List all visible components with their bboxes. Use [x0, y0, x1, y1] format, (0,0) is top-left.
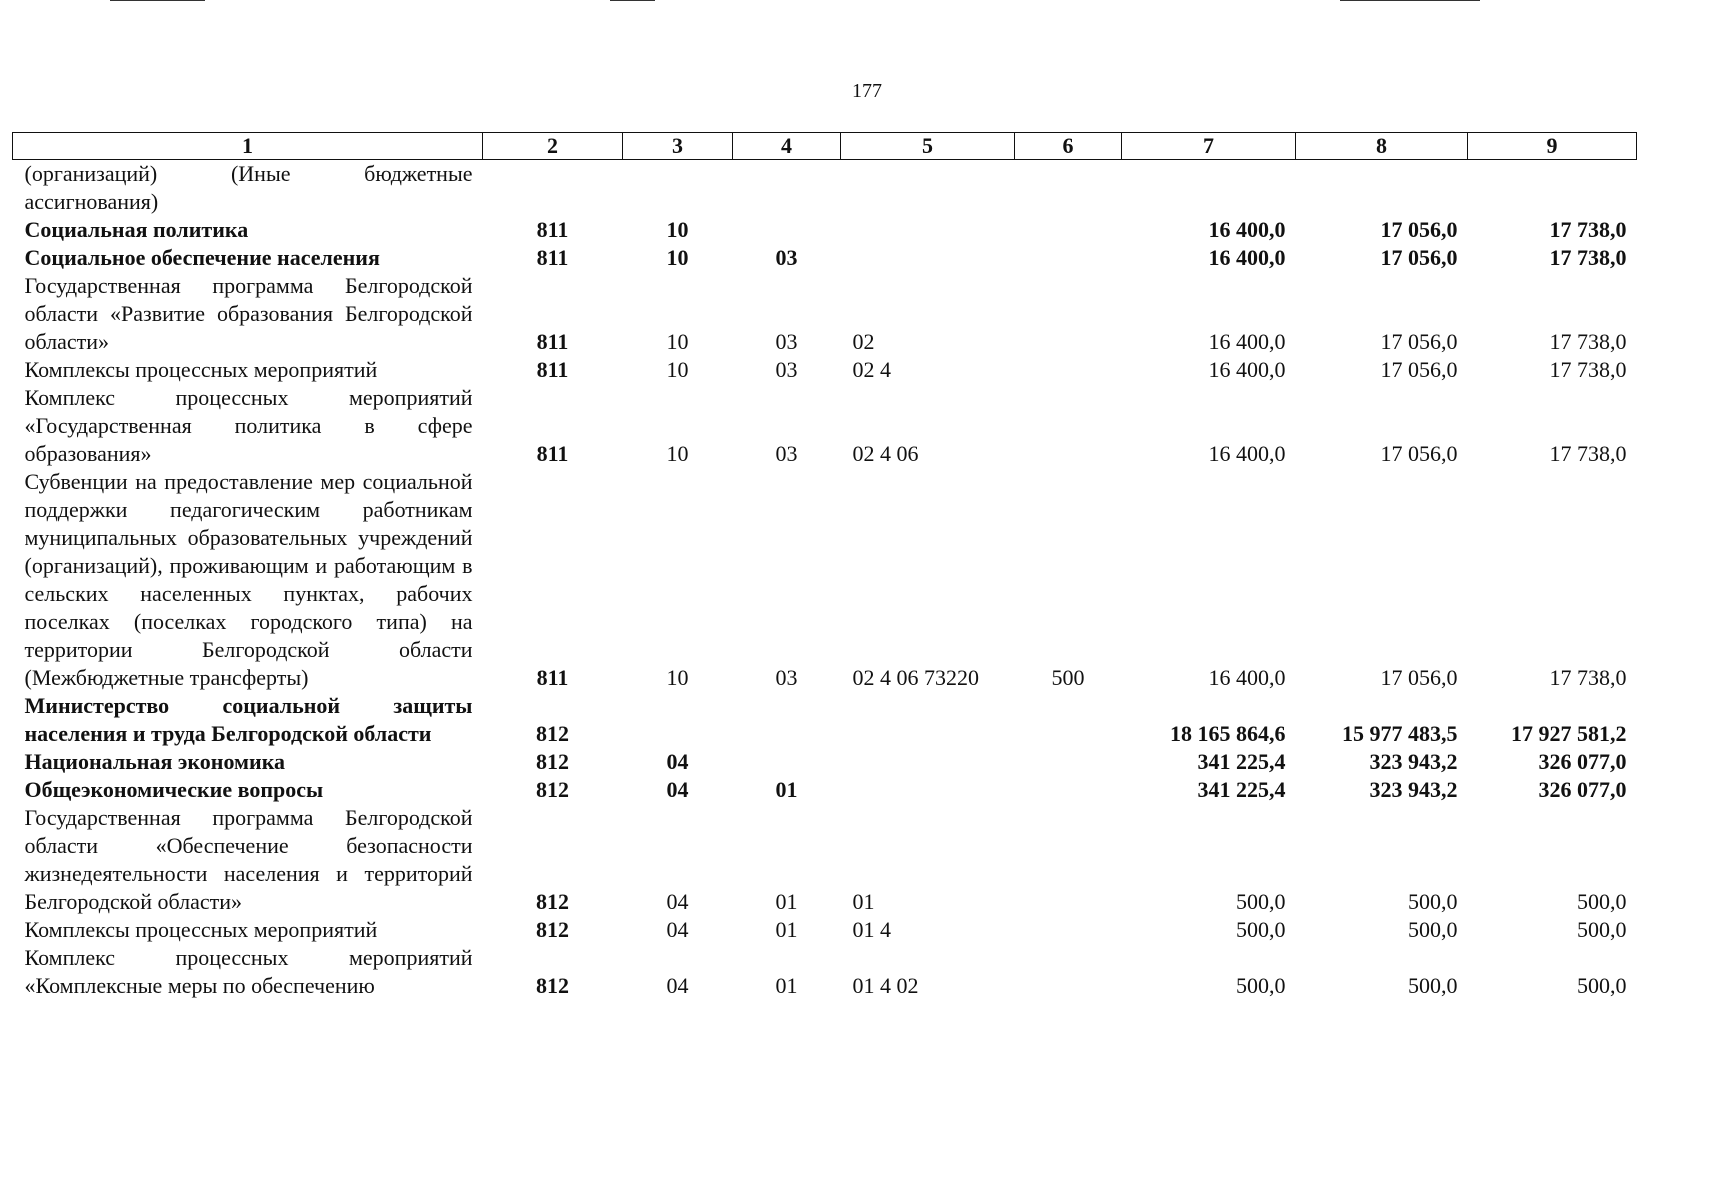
amount-col9-cell: 500,0	[1577, 917, 1627, 942]
expense-type-cell	[1015, 692, 1122, 748]
amount-col8-cell: 323 943,2	[1369, 777, 1458, 802]
budget-table	[12, 132, 1637, 1000]
target-article-cell: 01	[852, 889, 875, 914]
ministry-code-cell	[483, 160, 623, 217]
top-edge-line	[1340, 0, 1480, 1]
subsection-code-cell	[733, 748, 841, 776]
section-code-cell: 04	[666, 777, 689, 802]
ministry-code-cell: 811	[536, 245, 569, 270]
ministry-code-cell: 811	[536, 357, 569, 382]
expense-type-cell	[1015, 216, 1122, 244]
amount-col7-cell: 16 400,0	[1208, 245, 1286, 270]
table-row	[13, 272, 1637, 356]
target-article-cell: 02 4	[852, 357, 891, 382]
subsection-code-cell: 01	[775, 889, 798, 914]
header-row	[13, 133, 1637, 160]
amount-col8-cell: 17 056,0	[1380, 329, 1458, 354]
amount-col8-cell	[1296, 160, 1468, 217]
amount-col8-cell: 17 056,0	[1380, 217, 1458, 242]
table-row	[13, 468, 1637, 692]
section-code-cell: 10	[666, 441, 689, 466]
section-code-cell: 10	[666, 357, 689, 382]
ministry-code-cell: 811	[536, 329, 569, 354]
subsection-code-cell	[733, 160, 841, 217]
amount-col7-cell: 16 400,0	[1208, 217, 1286, 242]
table-row	[13, 160, 1637, 217]
table-row	[13, 356, 1637, 384]
amount-col9-cell: 17 738,0	[1549, 665, 1627, 690]
target-article-cell: 02 4 06	[852, 441, 919, 466]
table-row	[13, 944, 1637, 1000]
column-header-7: 7	[1122, 133, 1296, 160]
subsection-code-cell: 03	[775, 329, 798, 354]
column-header-6: 6	[1015, 133, 1122, 160]
subsection-code-cell: 01	[775, 973, 798, 998]
amount-col7-cell	[1122, 160, 1296, 217]
description-cell: (организаций) (Иные бюджетные ассигнования)	[24, 161, 473, 214]
amount-col7-cell: 18 165 864,6	[1170, 721, 1286, 746]
ministry-code-cell: 812	[536, 721, 569, 746]
expense-type-cell	[1015, 776, 1122, 804]
expense-type-cell	[1015, 244, 1122, 272]
target-article-cell: 02 4 06 73220	[852, 665, 979, 690]
amount-col9-cell: 500,0	[1577, 973, 1627, 998]
expense-type-cell	[1015, 384, 1122, 468]
section-code-cell: 04	[666, 917, 689, 942]
ministry-code-cell: 811	[536, 441, 569, 466]
amount-col8-cell: 17 056,0	[1380, 245, 1458, 270]
amount-col9-cell: 17 738,0	[1549, 329, 1627, 354]
section-code-cell: 04	[666, 889, 689, 914]
amount-col7-cell: 500,0	[1236, 917, 1286, 942]
description-cell: Государственная программа Белгородской области «Обеспечение безопасности жизнедеятельности населения и территорий Белгородской области»	[24, 805, 473, 914]
description-cell: Социальная политика	[24, 217, 249, 242]
ministry-code-cell: 812	[536, 973, 569, 998]
target-article-cell	[841, 160, 1015, 217]
target-article-cell	[841, 748, 1015, 776]
amount-col7-cell: 16 400,0	[1208, 441, 1286, 466]
section-code-cell: 10	[666, 329, 689, 354]
subsection-code-cell: 03	[775, 357, 798, 382]
table-row	[13, 244, 1637, 272]
target-article-cell	[841, 244, 1015, 272]
expense-type-cell	[1015, 356, 1122, 384]
subsection-code-cell	[733, 216, 841, 244]
amount-col8-cell: 500,0	[1408, 973, 1458, 998]
amount-col9-cell: 17 738,0	[1549, 217, 1627, 242]
ministry-code-cell: 812	[536, 777, 569, 802]
ministry-code-cell: 811	[536, 665, 569, 690]
table-row	[13, 692, 1637, 748]
description-cell: Комплекс процессных мероприятий «Государственная политика в сфере образования»	[24, 385, 473, 466]
top-edge-line	[110, 0, 205, 1]
table-row	[13, 804, 1637, 916]
subsection-code-cell	[733, 692, 841, 748]
amount-col8-cell: 323 943,2	[1369, 749, 1458, 774]
subsection-code-cell: 01	[775, 777, 798, 802]
amount-col9-cell: 326 077,0	[1538, 777, 1627, 802]
column-header-8: 8	[1296, 133, 1468, 160]
subsection-code-cell: 01	[775, 917, 798, 942]
table-row	[13, 216, 1637, 244]
description-cell: Министерство социальной защиты населения и труда Белгородской области	[24, 693, 473, 746]
amount-col7-cell: 500,0	[1236, 973, 1286, 998]
expense-type-cell	[1015, 272, 1122, 356]
expense-type-cell: 500	[1051, 665, 1085, 690]
target-article-cell	[841, 216, 1015, 244]
amount-col9-cell: 326 077,0	[1538, 749, 1627, 774]
expense-type-cell	[1015, 748, 1122, 776]
expense-type-cell	[1015, 944, 1122, 1000]
amount-col8-cell: 500,0	[1408, 889, 1458, 914]
table-row	[13, 916, 1637, 944]
section-code-cell	[623, 692, 733, 748]
description-cell: Общеэкономические вопросы	[24, 777, 324, 802]
subsection-code-cell: 03	[775, 441, 798, 466]
description-cell: Субвенции на предоставление мер социальной поддержки педагогическим работникам муниципальных образовательных учреждений (организаций), проживающим и работающим в сельских населенных пунктах, рабочих поселках (поселках городского типа) на территории Белгородской области (Межбюджетные трансферты)	[24, 469, 473, 690]
expense-type-cell	[1015, 160, 1122, 217]
table-row	[13, 748, 1637, 776]
section-code-cell: 04	[666, 749, 689, 774]
column-header-2: 2	[483, 133, 623, 160]
section-code-cell: 10	[666, 245, 689, 270]
ministry-code-cell: 812	[536, 889, 569, 914]
amount-col7-cell: 16 400,0	[1208, 357, 1286, 382]
expense-type-cell	[1015, 804, 1122, 916]
description-cell: Национальная экономика	[24, 749, 286, 774]
target-article-cell	[841, 692, 1015, 748]
description-cell: Государственная программа Белгородской области «Развитие образования Белгородской области»	[24, 273, 473, 354]
amount-col9-cell	[1468, 160, 1637, 217]
description-cell: Социальное обеспечение населения	[24, 245, 380, 270]
target-article-cell	[841, 776, 1015, 804]
subsection-code-cell: 03	[775, 245, 798, 270]
ministry-code-cell: 811	[536, 217, 569, 242]
description-cell: Комплекс процессных мероприятий «Комплексные меры по обеспечению	[24, 945, 473, 998]
table-row	[13, 776, 1637, 804]
column-header-1: 1	[13, 133, 483, 160]
column-header-5: 5	[841, 133, 1015, 160]
top-edge-line	[610, 0, 655, 1]
amount-col8-cell: 17 056,0	[1380, 441, 1458, 466]
amount-col9-cell: 17 738,0	[1549, 245, 1627, 270]
target-article-cell: 02	[852, 329, 875, 354]
section-code-cell: 10	[666, 665, 689, 690]
amount-col8-cell: 17 056,0	[1380, 665, 1458, 690]
table-header	[13, 133, 1637, 160]
amount-col7-cell: 500,0	[1236, 889, 1286, 914]
ministry-code-cell: 812	[536, 917, 569, 942]
description-cell: Комплексы процессных мероприятий	[24, 357, 378, 382]
expense-type-cell	[1015, 916, 1122, 944]
section-code-cell	[623, 160, 733, 217]
section-code-cell: 10	[666, 217, 689, 242]
amount-col8-cell: 500,0	[1408, 917, 1458, 942]
amount-col8-cell: 17 056,0	[1380, 357, 1458, 382]
amount-col9-cell: 17 927 581,2	[1511, 721, 1627, 746]
section-code-cell: 04	[666, 973, 689, 998]
amount-col7-cell: 16 400,0	[1208, 665, 1286, 690]
amount-col9-cell: 500,0	[1577, 889, 1627, 914]
amount-col9-cell: 17 738,0	[1549, 357, 1627, 382]
column-header-3: 3	[623, 133, 733, 160]
subsection-code-cell: 03	[775, 665, 798, 690]
amount-col8-cell: 15 977 483,5	[1342, 721, 1458, 746]
amount-col9-cell: 17 738,0	[1549, 441, 1627, 466]
page-number: 177	[852, 80, 882, 102]
target-article-cell: 01 4 02	[852, 973, 919, 998]
description-cell: Комплексы процессных мероприятий	[24, 917, 378, 942]
amount-col7-cell: 341 225,4	[1197, 749, 1286, 774]
column-header-4: 4	[733, 133, 841, 160]
table-row	[13, 384, 1637, 468]
ministry-code-cell: 812	[536, 749, 569, 774]
amount-col7-cell: 16 400,0	[1208, 329, 1286, 354]
column-header-9: 9	[1468, 133, 1637, 160]
target-article-cell: 01 4	[852, 917, 891, 942]
table-body	[13, 160, 1637, 1001]
amount-col7-cell: 341 225,4	[1197, 777, 1286, 802]
